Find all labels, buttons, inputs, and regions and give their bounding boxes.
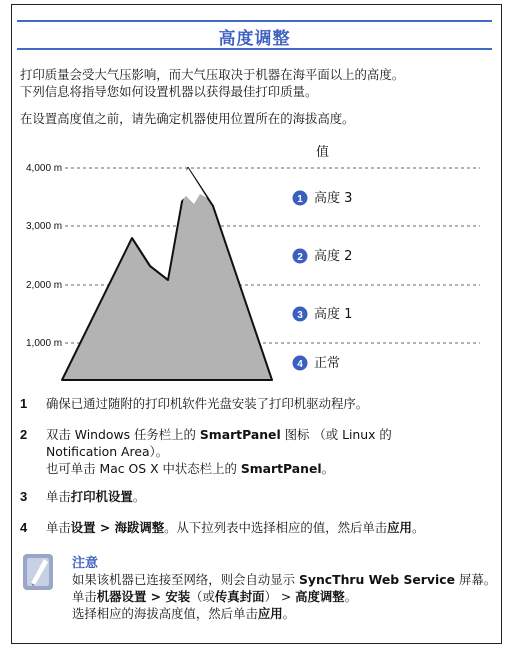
intro-line-1: 打印质量会受大气压影响，而大气压取决于机器在海平面以上的高度。	[20, 67, 405, 82]
step-3-text-c: 。	[132, 489, 146, 504]
altitude-menu-term: 设置 > 海跋调整	[70, 520, 165, 535]
intro-paragraph	[20, 66, 496, 100]
step-number-1: 1	[20, 396, 28, 411]
note-text-g: ） >	[264, 589, 296, 604]
level-badge-1	[293, 191, 308, 206]
altitude-label-2000: 2,000 m	[26, 280, 63, 291]
level-label-1: 高度 3	[314, 191, 353, 206]
level-label-3: 高度 1	[314, 307, 353, 322]
step-1	[20, 395, 500, 412]
step-2-text-g: 。	[321, 461, 335, 476]
smartpanel-term: SmartPanel	[199, 427, 281, 442]
intro-line-2: 下列信息将指导您如何设置机器以获得最佳打印质量。	[20, 84, 318, 99]
step-2-text-e: 也可单击 Mac OS X 中状态栏上的	[46, 461, 241, 476]
value-header: 值	[316, 145, 330, 160]
altitude-adjust-term: 高度调整	[295, 589, 345, 604]
fax-cover-term: 传真封面	[214, 589, 265, 604]
apply-term: 应用	[387, 520, 412, 535]
step-2-text-d: Notification Area）。	[46, 444, 169, 459]
step-2-text-c: 图标 （或 Linux 的	[280, 427, 392, 442]
step-3	[20, 488, 500, 505]
step-3-text-a: 单击	[46, 489, 71, 504]
level-badge-2	[293, 249, 308, 264]
step-4	[20, 519, 500, 536]
note-text-a: 如果该机器已连接至网络，则会自动显示	[72, 572, 299, 587]
title-bar	[17, 20, 492, 50]
note-line3-c: 。	[282, 606, 296, 621]
intro-line-3: 在设置高度值之前，请先确定机器使用位置所在的海拔高度。	[20, 111, 355, 126]
machine-settings-term: 机器设置 > 安装	[96, 589, 191, 604]
altitude-diagram	[0, 138, 515, 383]
level-badge-4	[293, 356, 308, 371]
step-number-3: 3	[20, 489, 28, 504]
step-2-text-a: 双击 Windows 任务栏上的	[46, 427, 200, 442]
smartpanel-term-2: SmartPanel	[240, 461, 322, 476]
step-2	[20, 426, 500, 477]
altitude-label-4000: 4,000 m	[26, 163, 63, 174]
page-title: 高度调整	[218, 29, 291, 49]
mountain-shape	[62, 168, 272, 380]
level-number-4: 4	[297, 359, 303, 370]
step-4-text-c: 。从下拉列表中选择相应的值，然后单击	[164, 520, 388, 535]
step-number-2: 2	[20, 427, 28, 442]
step-number-4: 4	[20, 520, 28, 535]
note-title: 注意	[72, 556, 99, 571]
note-text-c: 屏幕。单击	[72, 572, 497, 604]
syncthru-term: SyncThru Web Service	[298, 572, 455, 587]
level-label-4: 正常	[314, 356, 341, 371]
note-text-i: 。	[344, 589, 358, 604]
level-number-1: 1	[297, 194, 303, 205]
note-line3-a: 选择相应的海拔高度值，然后单击	[72, 606, 258, 621]
note-body	[72, 571, 498, 622]
printer-settings-term: 打印机设置	[70, 489, 133, 504]
step-4-text-a: 单击	[46, 520, 71, 535]
level-number-2: 2	[297, 252, 303, 263]
altitude-label-3000: 3,000 m	[26, 221, 63, 232]
note-icon	[22, 553, 54, 591]
note-text-e: （或	[190, 589, 215, 604]
note-apply-term: 应用	[257, 606, 283, 621]
step-4-text-e: 。	[411, 520, 425, 535]
level-label-2: 高度 2	[314, 249, 353, 264]
step-text-1: 确保已通过随附的打印机软件光盘安装了打印机驱动程序。	[46, 396, 369, 411]
level-badge-3	[293, 307, 308, 322]
altitude-label-1000: 1,000 m	[26, 338, 63, 349]
level-number-3: 3	[297, 310, 303, 321]
